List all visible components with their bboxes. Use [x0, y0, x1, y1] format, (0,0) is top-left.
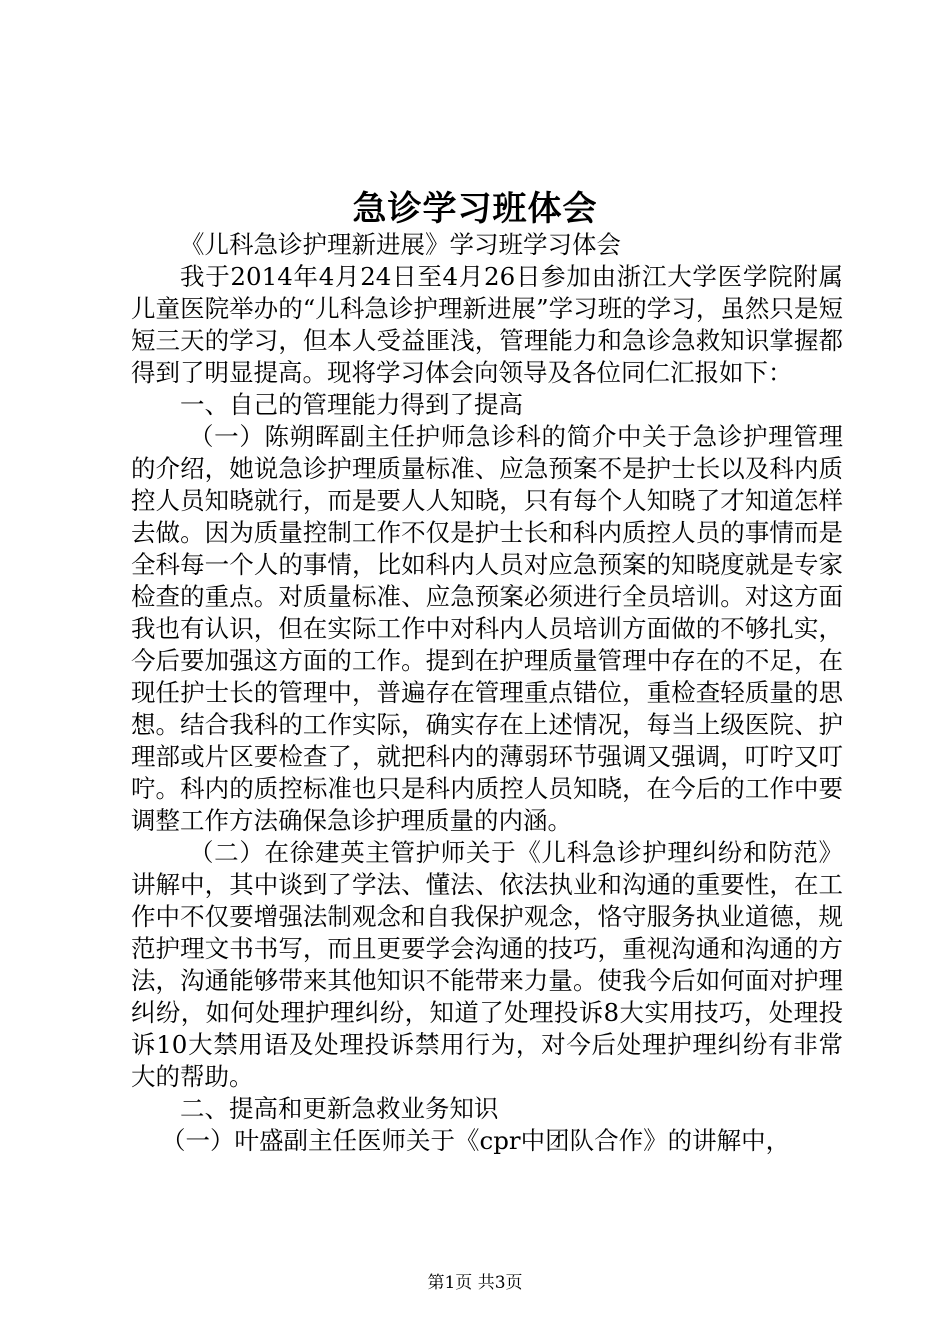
section-heading-2: 二、提高和更新急救业务知识	[180, 1094, 499, 1123]
section-heading-1: 一、自己的管理能力得到了提高	[180, 390, 523, 419]
document-title: 急诊学习班体会	[352, 189, 598, 229]
subsection-paragraph-1-1: （一）陈朔晖副主任护师急诊科的简介中关于急诊护理管理的介绍，她说急诊护理质量标准、应急预案不是护士长以及科内质控人员知晓就行，而是要人人知晓，只有每个人知晓了才知道怎样去做。因为质量控制工作不仅是护士长和科内质控人员的事情而是全科每一个人的事情，比如科内人员对应急预案的知晓度就是专家检查的重点。对质量标准、应急预案必须进行全员培训。对这方面我也有认识，但在实际工作中对科内人员培训方面做的不够扎实，今后要加强这方面的工作。提到在护理质量管理中存在的不足，在现任护士长的管理中，普遍存在管理重点错位，重检查轻质量的思想。结合我科的工作实际，确实存在上述情况，每当上级医院、护理部或片区要检查了，就把科内的薄弱环节强调又强调，叮咛又叮咛。科内的质控标准也只是科内质控人员知晓，在今后的工作中要调整工作方法确保急诊护理质量的内涵。	[131, 422, 843, 835]
intro-paragraph: 我于2014年4月24日至4月26日参加由浙江大学医学院附属儿童医院举办的“儿科急诊护理新进展”学习班的学习，虽然只是短短三天的学习，但本人受益匪浅，管理能力和急诊急救知识掌握都得到了明显提高。现将学习体会向领导及各位同仁汇报如下：	[131, 262, 843, 387]
document-body	[131, 229, 843, 1157]
subsection-paragraph-2-1: （一）叶盛副主任医师关于《cpr中团队合作》的讲解中，	[161, 1126, 791, 1155]
page-footer: 第1页 共3页	[427, 1273, 523, 1293]
subtitle-paragraph: 《儿科急诊护理新进展》学习班学习体会	[180, 230, 621, 259]
subsection-paragraph-1-2: （二）在徐建英主管护师关于《儿科急诊护理纠纷和防范》讲解中，其中谈到了学法、懂法、依法执业和沟通的重要性，在工作中不仅要增强法制观念和自我保护观念，恪守服务执业道德，规范护理文书书写，而且更要学会沟通的技巧，重视沟通和沟通的方法，沟通能够带来其他知识不能带来力量。使我今后如何面对护理纠纷，如何处理护理纠纷，知道了处理投诉8大实用技巧，处理投诉10大禁用语及处理投诉禁用行为，对今后处理护理纠纷有非常大的帮助。	[131, 838, 843, 1091]
